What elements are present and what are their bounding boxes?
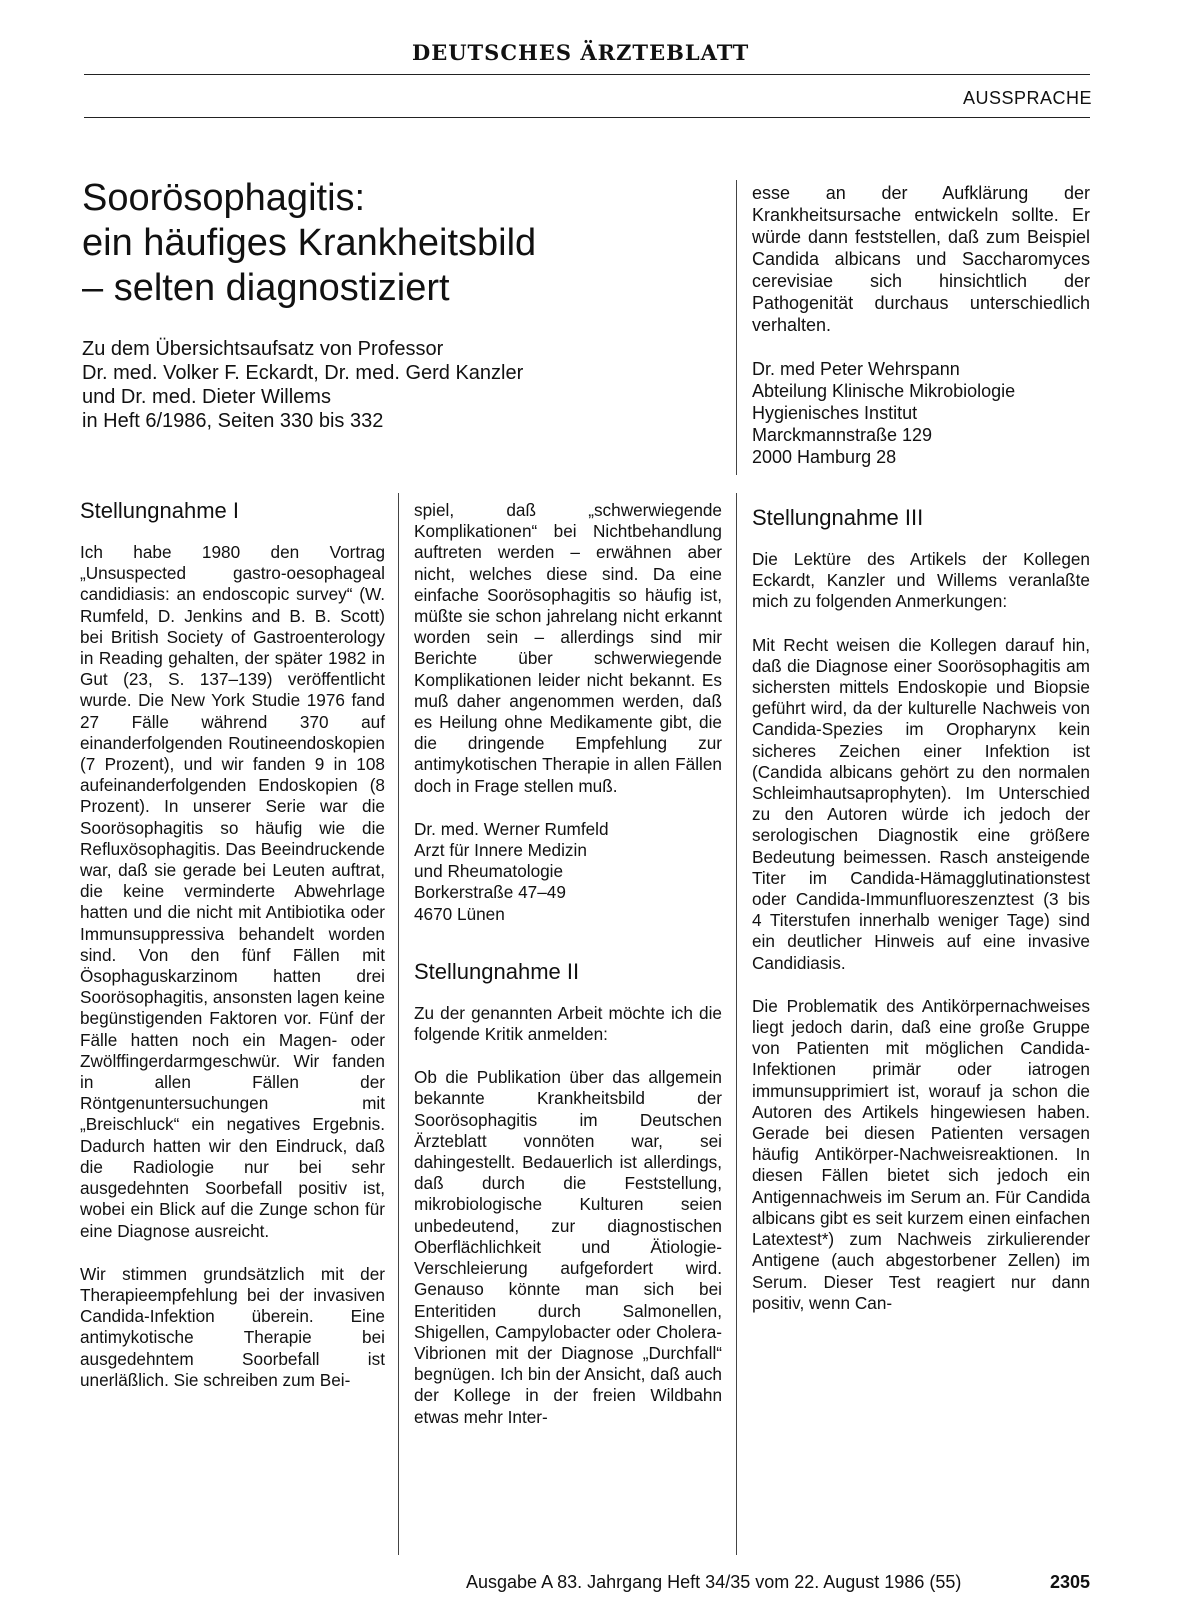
title-line: – selten diagnostiziert bbox=[82, 267, 450, 309]
signature-line: Arzt für Innere Medizin bbox=[414, 840, 587, 861]
subtitle-line: Dr. med. Volker F. Eckardt, Dr. med. Gerd Kanzler bbox=[82, 362, 524, 384]
signature-line: Dr. med. Werner Rumfeld bbox=[414, 818, 609, 839]
signature-line: Dr. med Peter Wehrspann bbox=[752, 359, 960, 379]
paragraph: Zu der genannten Arbeit möchte ich die folgende Kritik anmelden: bbox=[414, 1002, 722, 1045]
paragraph: Die Problematik des Antikörpernachweises liegt jedoch darin, daß eine große Gruppe von Patienten mit möglichen Candida-Infektionen primär oder iatrogen immunsupprimiert ist, worauf ja schon die Autoren des Artikels hingewiesen haben. Gerade bei diesen Patienten versagen häufig Antikörper-Nachweisreaktionen. In diesen Fällen bietet sich jedoch ein Antigennachweis im Serum an. Für Candida albicans gibt es seit kurzem einen einfachen Latextest*) zum Nachweis zirkulierender Antigene (auch abgestorbener Zellen) im Serum. Dieser Test reagiert nur dann positiv, wenn Can- bbox=[752, 995, 1090, 1313]
subtitle-line: in Heft 6/1986, Seiten 330 bis 332 bbox=[82, 410, 384, 432]
page-number: 2305 bbox=[1049, 1572, 1090, 1592]
signature-line: 4670 Lünen bbox=[414, 903, 505, 924]
column-3 bbox=[752, 505, 1090, 1314]
paragraph: spiel, daß „schwerwiegende Komplikationen“ bei Nichtbehandlung auftreten werden – erwähnen aber nicht, welches diese sind. Da eine einfache Soorösophagitis so häufig ist, müßte sie schon jahrelang nicht erkannt worden sein – allerdings sind mir Berichte über schwerwiegende Komplikationen leider nicht bekannt. Es muß daher angenommen werden, daß es Heilung ohne Medikamente gibt, die die dringende Empfehlung zur antimykotischen Therapie in allen Fällen doch in Frage stellen muß. bbox=[414, 500, 722, 796]
column-divider bbox=[736, 493, 737, 1555]
signature-line: Abteilung Klinische Mikrobiologie bbox=[752, 381, 1016, 401]
header-rule-lower bbox=[84, 117, 1090, 118]
signature-line: Borkerstraße 47–49 bbox=[414, 882, 566, 903]
paragraph: Ich habe 1980 den Vortrag „Unsuspected gastro-oesophageal candidiasis: an endoscopic survey“ (W. Rumfeld, D. Jenkins and B. B. Scott) bei British Society of Gastroenterology in Reading gehalten, der später 1982 in Gut (23, S. 137–139) veröffentlicht wurde. Die New York Studie 1976 fand 27 Fälle während 370 auf einanderfolgenden Routineendoskopien (7 Prozent), und wir fanden 9 in 108 aufeinanderfolgenden Endoskopien (8 Prozent). In unserer Serie war die Soorösophagitis so häufig wie die Refluxösophagitis. Das Beeindruckende war, daß sie gerade bei Leuten auftrat, die keine verminderte Abwehrlage hatten und die nicht mit Antibiotika oder Immunsuppressiva behandelt worden sind. Von den fünf Fällen mit Ösophaguskarzinom hatten drei Soorösophagitis, ansonsten lagen keine begünstigenden Faktoren vor. Fünf der Fälle hatten noch ein Magen- oder Zwölffingerdarmgeschwür. Wir fanden in allen Fällen der Röntgenuntersuchungen mit „Breischluck“ ein negatives Ergebnis. Dadurch hatten wir den Eindruck, daß die Radiologie nur bei sehr ausgedehnten Soorbefall positiv ist, wobei ein Blick auf die Zunge schon für eine Diagnose ausreicht. bbox=[80, 542, 385, 1241]
signature-block bbox=[414, 819, 722, 925]
article-title bbox=[82, 176, 682, 311]
section-heading: Stellungnahme II bbox=[414, 958, 580, 984]
signature-line: Hygienisches Institut bbox=[752, 403, 918, 423]
column-divider bbox=[736, 180, 737, 475]
column-2 bbox=[414, 500, 722, 1428]
column-1 bbox=[80, 498, 385, 1391]
title-line: ein häufiges Krankheitsbild bbox=[82, 222, 537, 264]
column-divider bbox=[398, 493, 399, 1555]
column-3-top bbox=[752, 182, 1090, 490]
signature-block bbox=[752, 358, 1090, 468]
paragraph: esse an der Aufklärung der Krankheitsursache entwickeln sollte. Er würde dann feststellen, daß zum Beispiel Candida albicans und Saccharomyces cerevisiae sich hinsichtlich der Pathogenität durchaus unterschiedlich verhalten. bbox=[752, 183, 1090, 335]
paragraph: Die Lektüre des Artikels der Kollegen Eckardt, Kanzler und Willems veranlaßte mich zu folgenden Anmerkungen: bbox=[752, 549, 1090, 612]
section-heading: Stellungnahme III bbox=[752, 505, 924, 530]
masthead: DEUTSCHES ÄRZTEBLATT bbox=[412, 40, 750, 65]
paragraph: Ob die Publikation über das allgemein bekannte Krankheitsbild der Soorösophagitis im Deutschen Ärzteblatt vonnöten war, sei dahingestellt. Bedauerlich ist allerdings, daß durch die Feststellung, mikrobiologische Kulturen seien unbedeutend, zur diagnostischen Oberflächlichkeit und Ätiologie-Verschleierung aufgefordert wird. Genauso könnte man sich bei Enteritiden durch Salmonellen, Shigellen, Campylobacter oder Cholera-Vibrionen mit der Diagnose „Durchfall“ begnügen. Ich bin der Ansicht, daß auch der Kollege in der freien Wildbahn etwas mehr Inter- bbox=[414, 1067, 722, 1427]
section-heading: Stellungnahme I bbox=[80, 498, 239, 523]
issue-info: Ausgabe A 83. Jahrgang Heft 34/35 vom 22. August 1986 (55) bbox=[466, 1572, 962, 1592]
article-subtitle bbox=[82, 337, 682, 433]
paragraph: Wir stimmen grundsätzlich mit der Therapieempfehlung bei der invasiven Candida-Infektion überein. Eine antimykotische Therapie bei ausgedehntem Soorbefall ist unerläßlich. Sie schreiben zum Bei- bbox=[80, 1263, 385, 1390]
signature-line: und Rheumatologie bbox=[414, 861, 564, 882]
header-rule bbox=[84, 74, 1090, 75]
section-label: AUSSPRACHE bbox=[962, 88, 1092, 108]
subtitle-line: Zu dem Übersichtsaufsatz von Professor bbox=[82, 338, 444, 360]
signature-line: Marckmannstraße 129 bbox=[752, 425, 933, 445]
title-line: Soorösophagitis: bbox=[82, 177, 366, 219]
signature-line: 2000 Hamburg 28 bbox=[752, 447, 897, 467]
paragraph: Mit Recht weisen die Kollegen darauf hin, daß die Diagnose einer Soorösophagitis am sichersten mittels Endoskopie und Biopsie geführt wird, da der kulturelle Nachweis von Candida-Spezies im Oropharynx kein sicheres Zeichen einer Infektion ist (Candida albicans gehört zu den normalen Schleimhautsaprophyten). Im Unterschied zu den Autoren würde ich jedoch der serologischen Diagnostik eine größere Bedeutung beimessen. Rasch ansteigende Titer im Candida-Hämagglutinationstest oder Candida-Immunfluoreszenztest (3 bis 4 Titerstufen innerhalb weniger Tage) sind ein deutlicher Hinweis auf eine invasive Candidiasis. bbox=[752, 634, 1090, 973]
subtitle-line: und Dr. med. Dieter Willems bbox=[82, 386, 331, 408]
